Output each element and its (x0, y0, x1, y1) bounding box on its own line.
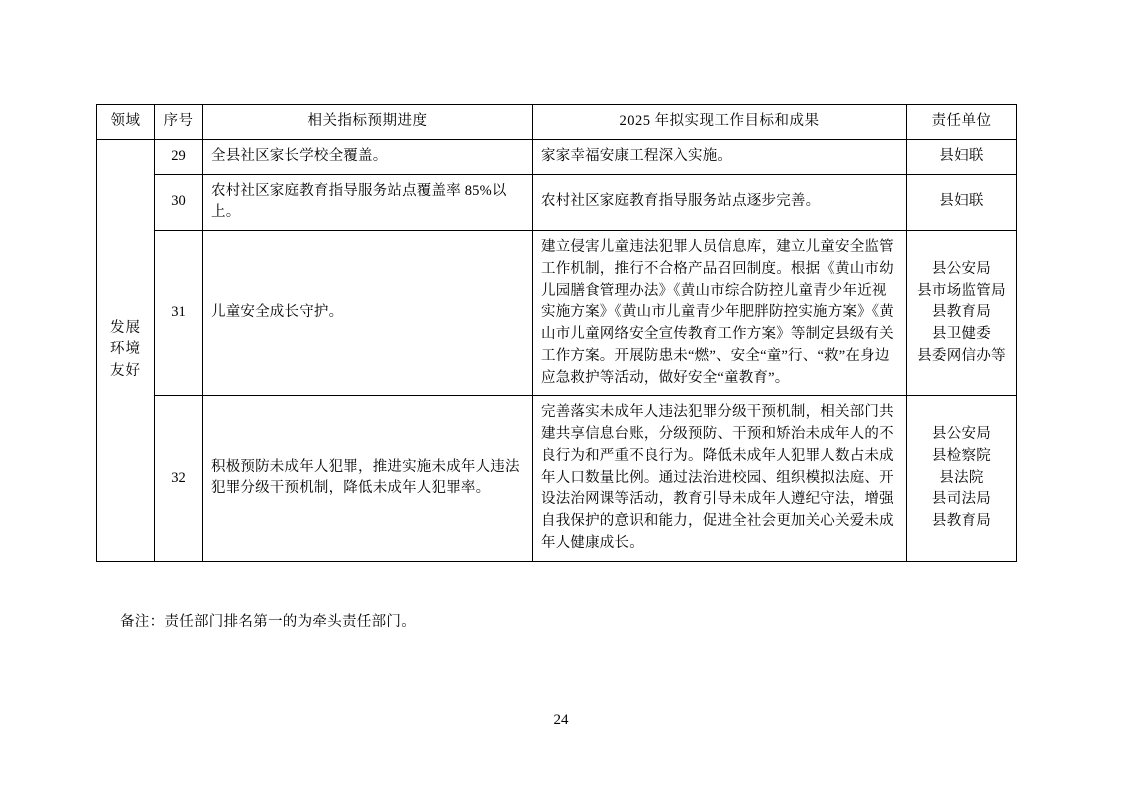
progress-text: 积极预防未成年人犯罪，推进实施未成年人违法犯罪分级干预机制，降低未成年人犯罪率。 (203, 396, 533, 561)
table-row (97, 231, 1017, 396)
unit-item: 县教育局 (931, 513, 992, 529)
responsible-units (907, 174, 1017, 231)
table-note: 备注：责任部门排名第一的为牵头责任部门。 (120, 614, 416, 630)
row-number: 29 (155, 139, 203, 174)
goal-text: 建立侵害儿童违法犯罪人员信息库，建立儿童安全监管工作机制，推行不合格产品召回制度。根据《黄山市幼儿园膳食管理办法》《黄山市综合防控儿童青少年近视实施方案》《黄山市儿童青少年肥胖防控实施方案》《黄山市儿童网络安全宣传教育工作方案》等制定县级有关工作方案。开展防患未“燃”、安全“童”行、“救”在身边应急救护等活动，做好安全“童教育”。 (533, 231, 907, 396)
goal-text: 家家幸福安康工程深入实施。 (533, 139, 907, 174)
goal-text: 完善落实未成年人违法犯罪分级干预机制，相关部门共建共享信息台账，分级预防、干预和矫治未成年人的不良行为和严重不良行为。降低未成年人犯罪人数占未成年人口数量比例。通过法治进校园、组织模拟法庭、开设法治网课等活动，教育引导未成年人遵纪守法，增强自我保护的意识和能力，促进全社会更加关心关爱未成年人健康成长。 (533, 396, 907, 561)
unit-item: 县教育局 (931, 304, 992, 321)
progress-text: 农村社区家庭教育指导服务站点覆盖率 85%以上。 (203, 174, 533, 231)
unit-item: 县妇联 (939, 147, 984, 164)
responsible-units (907, 231, 1017, 396)
unit-item: 县公安局 (931, 260, 992, 277)
column-header-domain: 领域 (97, 105, 155, 140)
responsible-units (907, 396, 1017, 561)
plan-table (96, 104, 1017, 562)
table-body (97, 139, 1017, 561)
unit-item: 县卫健委 (931, 326, 992, 342)
unit-item: 县公安局 (931, 426, 992, 442)
table-header (97, 105, 1017, 140)
unit-item: 县司法局 (931, 491, 992, 508)
row-number: 32 (155, 396, 203, 561)
progress-text: 全县社区家长学校全覆盖。 (203, 139, 533, 174)
unit-item: 县妇联 (939, 193, 984, 210)
progress-text: 儿童安全成长守护。 (203, 231, 533, 396)
unit-item: 县检察院 (931, 447, 992, 464)
unit-item: 县委网信办等 (917, 347, 1006, 364)
column-header-number: 序号 (155, 105, 203, 140)
goal-text: 农村社区家庭教育指导服务站点逐步完善。 (533, 174, 907, 231)
plan-table-container (96, 104, 1016, 562)
row-number: 31 (155, 231, 203, 396)
column-header-progress: 相关指标预期进度 (203, 105, 533, 140)
column-header-goal: 2025 年拟实现工作目标和成果 (533, 105, 907, 140)
table-header-row (97, 105, 1017, 140)
table-row (97, 396, 1017, 561)
row-number: 30 (155, 174, 203, 231)
unit-item: 县市场监管局 (917, 282, 1006, 299)
unit-item: 县法院 (939, 469, 984, 486)
page-number: 24 (553, 712, 569, 728)
domain-cell: 发展环境友好 (97, 139, 155, 561)
column-header-unit: 责任单位 (907, 105, 1017, 140)
table-row (97, 174, 1017, 231)
table-row (97, 139, 1017, 174)
responsible-units (907, 139, 1017, 174)
